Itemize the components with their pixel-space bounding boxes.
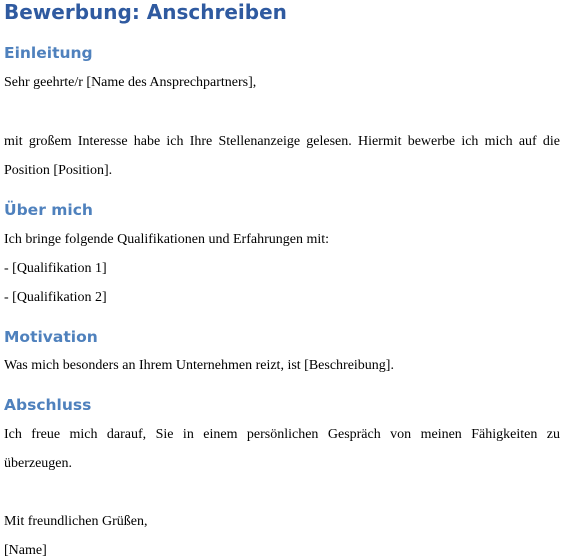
signature-name: [Name]	[4, 543, 47, 558]
closing-line-2: überzeugen.	[4, 456, 73, 471]
document-title: Bewerbung: Anschreiben	[4, 0, 287, 24]
salutation-line: Sehr geehrte/r [Name des Ansprechpartners],	[4, 75, 257, 90]
sign-off: Mit freundlichen Grüßen,	[4, 514, 148, 529]
closing-line-1: Ich freue mich darauf, Sie in einem persönlichen Gespräch von meinen Fähigkeiten zu	[4, 427, 560, 442]
qualifications-intro: Ich bringe folgende Qualifikationen und Erfahrungen mit:	[4, 232, 330, 247]
qualification-item-1: - [Qualifikation 1]	[4, 261, 107, 276]
heading-motivation: Motivation	[4, 328, 98, 346]
qualification-item-2: - [Qualifikation 2]	[4, 290, 107, 305]
intro-line-1: mit großem Interesse habe ich Ihre Stellenanzeige gelesen. Hiermit bewerbe ich mich auf die	[4, 134, 560, 149]
intro-line-2: Position [Position].	[4, 163, 113, 178]
heading-abschluss: Abschluss	[4, 396, 92, 414]
heading-ueber-mich: Über mich	[4, 201, 93, 219]
motivation-line: Was mich besonders an Ihrem Unternehmen reizt, ist [Beschreibung].	[4, 358, 394, 373]
heading-einleitung: Einleitung	[4, 44, 93, 62]
